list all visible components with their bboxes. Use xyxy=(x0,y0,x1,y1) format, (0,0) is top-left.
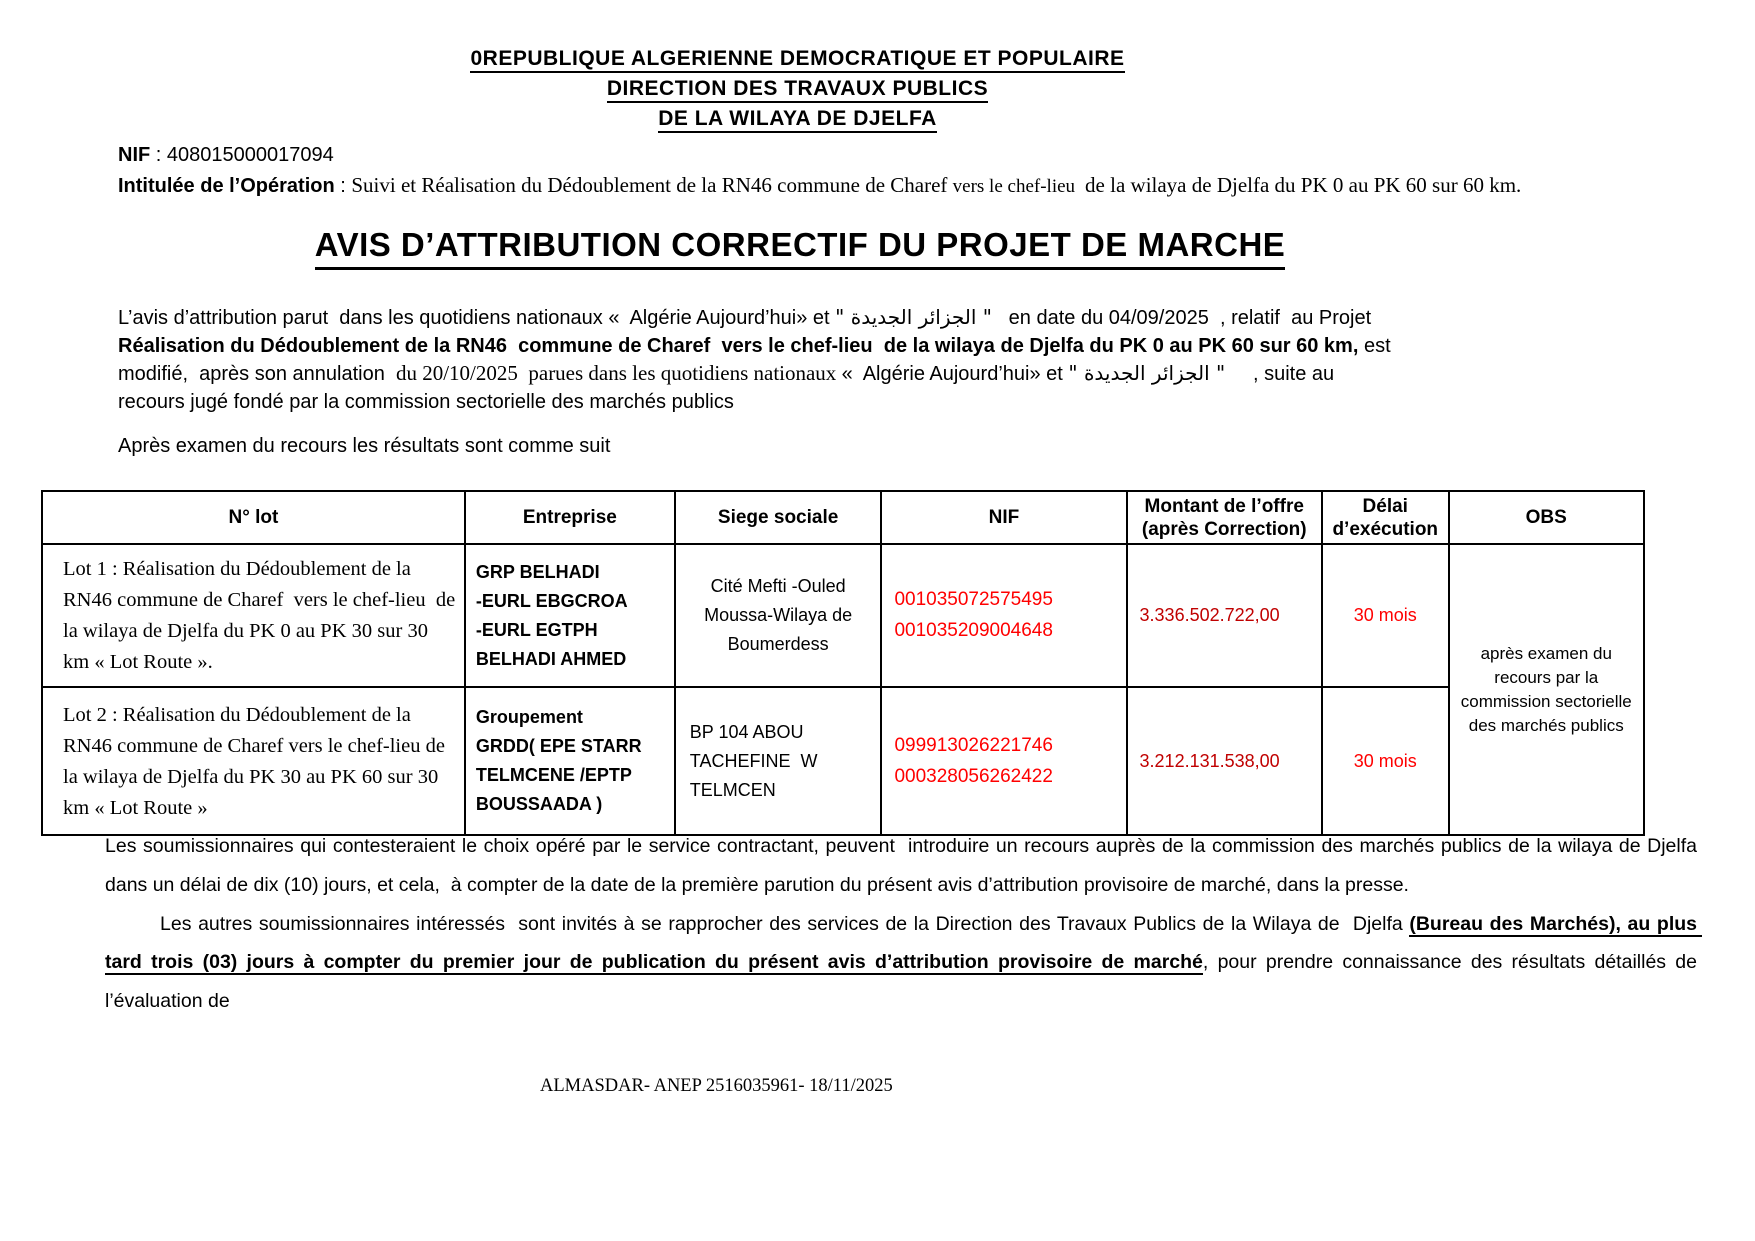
lot2-nif-2: 000328056262422 xyxy=(894,765,1053,787)
direction-title: DIRECTION DES TRAVAUX PUBLICS xyxy=(0,74,1595,104)
lot1-entreprise: GRP BELHADI -EURL EBGCROA -EURL EGTPH BELHADI AHMED xyxy=(465,544,675,687)
operation-text: Suivi et Réalisation du Dédoublement de la RN46 commune de Charef xyxy=(351,172,953,197)
col-header-obs: OBS xyxy=(1449,491,1644,544)
information-paragraph: Les autres soumissionnaires intéressés sont invités à se rapprocher des services de la Direction des Travaux Publics de la Wilaya de Djelfa (Bureau des Marchés), au plus tard trois (03) jours à compter du premier jour de publication du présent avis d’attribution provisoire de marché, pour prendre connaissance des résultats détaillés de l’évaluation de xyxy=(105,912,1703,1013)
results-intro-line: Après examen du recours les résultats sont comme suit xyxy=(118,435,611,457)
table-row-lot1 xyxy=(42,544,1644,687)
annulation-date: du 20/10/2025 parues dans les quotidiens nationaux xyxy=(395,361,842,385)
lot2-description: Lot 2 : Réalisation du Dédoublement de la RN46 commune de Charef vers le chef-lieu de la wilaya de Djelfa du PK 30 au PK 60 sur 30 km « Lot Route » xyxy=(42,687,465,835)
col-header-montant: Montant de l’offre (après Correction) xyxy=(1127,491,1322,544)
bureau-marches-bold: (Bureau des Marchés), au plus tard trois (03) jours à compter du premier jour de publication du présent avis d’attribution provisoire de marché xyxy=(105,912,1703,974)
obs-note: après examen du recours par la commission sectorielle des marchés publics xyxy=(1449,544,1644,835)
col-header-lot: N° lot xyxy=(42,491,465,544)
recours-paragraph: Les soumissionnaires qui contesteraient le choix opéré par le service contractant, peuvent introduire un recours auprès de la commission des marchés publics de la wilaya de Djelfa dans un délai de dix (10) jours, et cela, à compter de la date de la première parution du présent avis d’attribution provisoire de marché, dans la presse. xyxy=(105,835,1703,896)
nif-label: NIF xyxy=(118,144,151,166)
operation-text-suite: de la wilaya de Djelfa du PK 0 au PK 60 sur 60 km. xyxy=(1079,172,1522,197)
legal-paragraphs xyxy=(105,827,1703,1021)
results-table xyxy=(41,490,1645,836)
lot1-montant: 3.336.502.722,00 xyxy=(1127,544,1322,687)
intro-line-2: Réalisation du Dédoublement de la RN46 commune de Charef vers le chef-lieu de la wilaya de Djelfa du PK 0 au PK 60 sur 60 km, est xyxy=(118,334,1391,357)
operation-separator: : xyxy=(334,174,352,197)
operation-line xyxy=(118,171,1646,202)
main-title: AVIS D’ATTRIBUTION CORRECTIF DU PROJET DE MARCHE xyxy=(315,226,1286,270)
document-meta xyxy=(118,141,1646,201)
lot2-nif xyxy=(881,687,1126,835)
project-bold-text: Réalisation du Dédoublement de la RN46 commune de Charef vers le chef-lieu de la wilaya de Djelfa du PK 0 au PK 60 sur 60 km, xyxy=(118,334,1359,357)
intro-line-3: modifié, après son annulation du 20/10/2025 parues dans les quotidiens nationaux « Algérie Aujourd’hui» et " الجزائر الجديدة " , suite au xyxy=(118,361,1335,385)
table-row-lot2 xyxy=(42,687,1644,835)
arabic-newspaper-name: " الجزائر الجديدة " xyxy=(1068,361,1226,385)
letterhead xyxy=(0,44,1595,134)
republic-title: 0REPUBLIQUE ALGERIENNE DEMOCRATIQUE ET POPULAIRE xyxy=(0,44,1595,74)
nif-separator: : xyxy=(150,144,167,166)
lot2-nif-1: 099913026221746 xyxy=(894,734,1053,756)
operation-label: Intitulée de l’Opération xyxy=(118,174,335,197)
anep-reference: ALMASDAR- ANEP 2516035961- 18/11/2025 xyxy=(540,1076,893,1096)
lot2-delai: 30 mois xyxy=(1322,687,1449,835)
col-header-entreprise: Entreprise xyxy=(465,491,675,544)
lot1-nif-1: 001035072575495 xyxy=(894,589,1053,610)
operation-text-chef-lieu: vers le chef-lieu xyxy=(952,175,1080,197)
intro-paragraph xyxy=(118,304,1648,461)
nif-line xyxy=(118,141,1646,171)
table-header-row xyxy=(42,491,1644,544)
intro-line-4: recours jugé fondé par la commission sectorielle des marchés publics xyxy=(118,390,734,413)
wilaya-title: DE LA WILAYA DE DJELFA xyxy=(0,104,1595,134)
col-header-delai: Délai d’exécution xyxy=(1322,491,1449,544)
lot2-siege-social: BP 104 ABOU TACHEFINE W TELMCEN xyxy=(675,687,882,835)
lot2-montant: 3.212.131.538,00 xyxy=(1127,687,1322,835)
lot2-entreprise: Groupement GRDD( EPE STARR TELMCENE /EPTP BOUSSAADA ) xyxy=(465,687,675,835)
nif-value: 408015000017094 xyxy=(166,144,334,166)
lot1-siege-social: Cité Mefti -Ouled Moussa-Wilaya de Boumerdess xyxy=(675,544,882,687)
col-header-siege: Siege sociale xyxy=(675,491,882,544)
lot1-nif xyxy=(881,544,1126,687)
lot1-nif-2: 001035209004648 xyxy=(894,620,1053,641)
lot1-delai: 30 mois xyxy=(1322,544,1449,687)
col-header-nif: NIF xyxy=(881,491,1126,544)
intro-line-1: L’avis d’attribution parut dans les quotidiens nationaux « Algérie Aujourd’hui» et " الجزائر الجديدة " en date du 04/09/2025 , relatif au Projet xyxy=(118,305,1372,329)
arabic-newspaper-name: " الجزائر الجديدة " xyxy=(835,305,992,329)
main-title-wrap xyxy=(0,226,1600,270)
lot1-description: Lot 1 : Réalisation du Dédoublement de la RN46 commune de Charef vers le chef-lieu de la wilaya de Djelfa du PK 0 au PK 30 sur 30 km « Lot Route ». xyxy=(42,544,465,687)
